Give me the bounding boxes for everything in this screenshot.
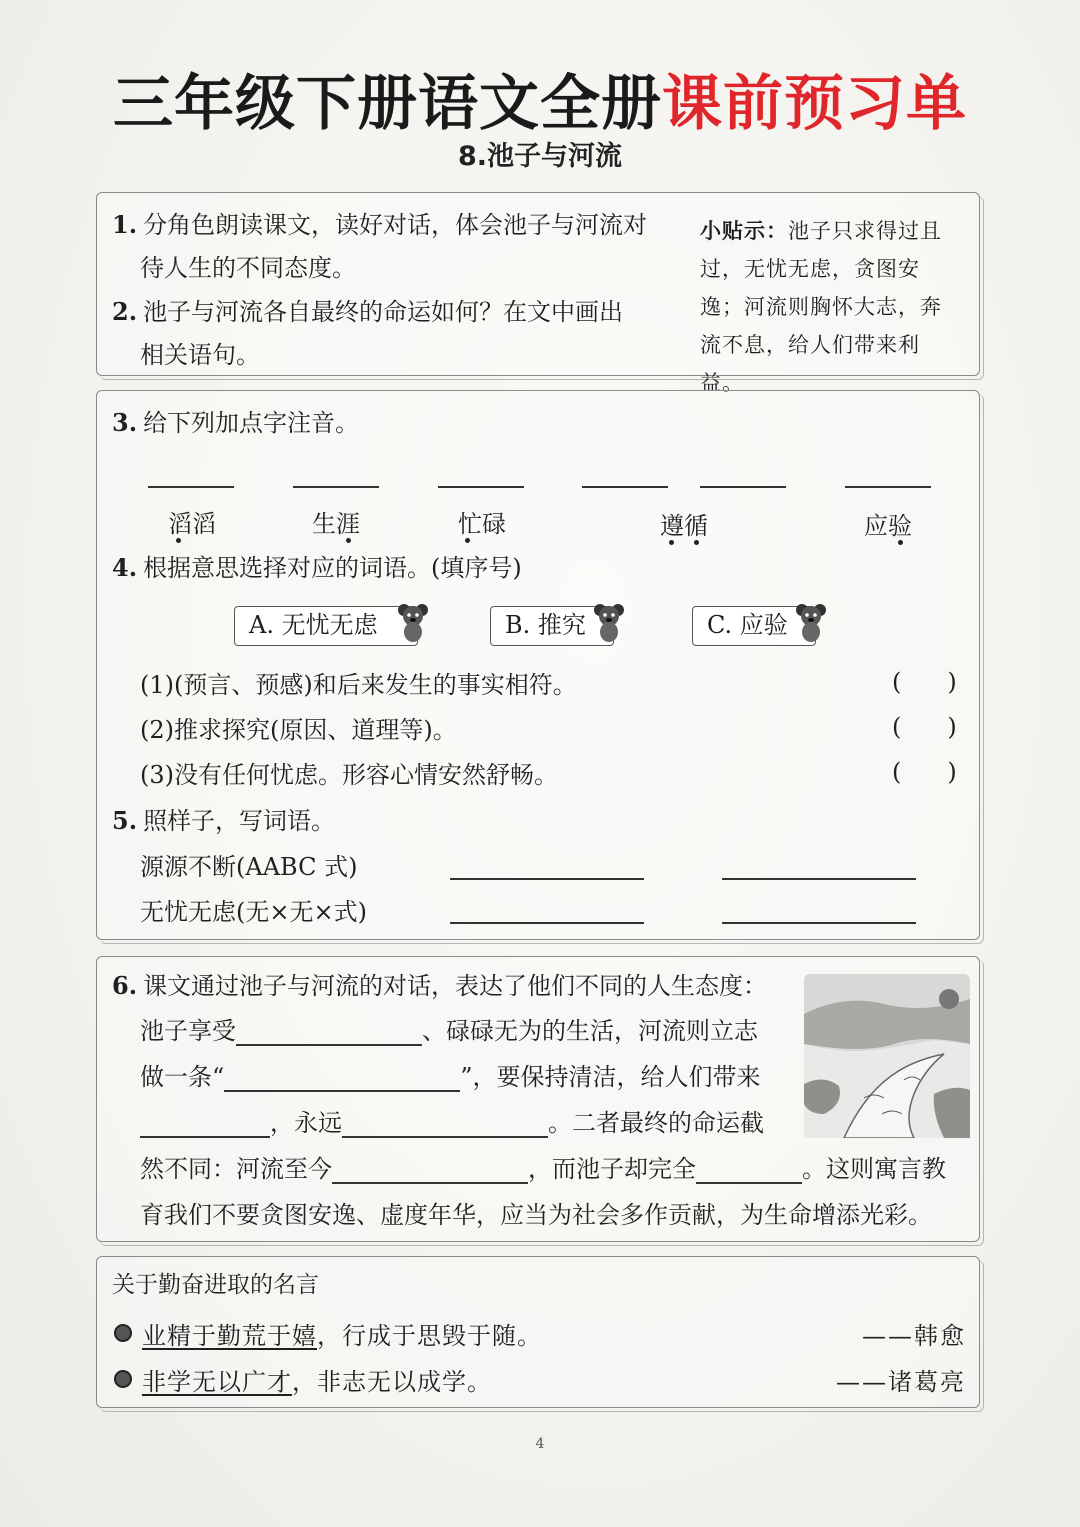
- emphasis-dot: [898, 540, 903, 545]
- word-4: 遵循: [660, 512, 708, 540]
- page-title: [0, 56, 1080, 142]
- q6-line6: 育我们不要贪图安逸、虚度年华，应当为社会多作贡献，为生命增添光彩。: [140, 1201, 932, 1229]
- option-b: B. 推究: [490, 606, 614, 646]
- q3-text: 3. 给下列加点字注音。: [112, 408, 360, 437]
- answer-blank[interactable]: [224, 1068, 460, 1092]
- q6-line5: 然不同：河流至今 ，而池子却完全 。这则寓言教: [140, 1155, 946, 1183]
- pinyin-blank-2[interactable]: [293, 486, 379, 488]
- emphasis-dot: [669, 540, 674, 545]
- q2-line1: 2. 池子与河流各自最终的命运如何？在文中画出: [112, 297, 624, 326]
- answer-parens[interactable]: (): [892, 668, 1003, 696]
- answer-blank[interactable]: [450, 922, 644, 924]
- title-red-part: 课前预习单: [662, 69, 967, 139]
- lesson-title: 8.池子与河流: [457, 141, 623, 172]
- quote-2: 非学无以广才，非志无以成学。: [142, 1368, 492, 1396]
- answer-parens[interactable]: (): [892, 713, 1003, 741]
- emphasis-dot: [176, 538, 181, 543]
- word-2: 生涯: [312, 510, 360, 538]
- emphasis-dot: [465, 538, 470, 543]
- answer-blank[interactable]: [696, 1160, 802, 1184]
- word-3: 忙碌: [458, 510, 506, 538]
- q4-item-3: (3)没有任何忧虑。形容心情安然舒畅。: [140, 761, 558, 789]
- quote-1: 业精于勤荒于嬉，行成于思毁于随。: [142, 1322, 542, 1350]
- q4-item-1: (1)(预言、预感)和后来发生的事实相符。: [140, 671, 577, 699]
- leaf-bullet-icon: [114, 1370, 132, 1388]
- answer-blank[interactable]: [236, 1022, 422, 1046]
- pinyin-blank-3[interactable]: [438, 486, 524, 488]
- pinyin-blank-5[interactable]: [845, 486, 931, 488]
- title-black-part: 三年级下册语文全册: [113, 69, 662, 139]
- q6-line1: 6. 课文通过池子与河流的对话，表达了他们不同的人生态度：: [112, 971, 768, 1000]
- river-illustration-icon: [804, 974, 970, 1138]
- answer-blank[interactable]: [332, 1160, 528, 1184]
- answer-parens[interactable]: (): [892, 758, 1003, 786]
- tip-box: [700, 212, 962, 402]
- answer-blank[interactable]: [342, 1114, 548, 1138]
- q6-line4: ，永远 。二者最终的命运截: [140, 1108, 764, 1138]
- quotes-heading: 关于勤奋进取的名言: [112, 1272, 319, 1298]
- word-5: 应验: [864, 512, 912, 540]
- quote-2-author: ——诸葛亮: [836, 1368, 966, 1396]
- koala-icon: [396, 602, 430, 642]
- q1-line1: 1. 分角色朗读课文，读好对话，体会池子与河流对: [112, 210, 648, 239]
- q5-example-1: 源源不断(AABC 式): [140, 853, 358, 881]
- answer-blank[interactable]: [722, 878, 916, 880]
- word-1: 滔滔: [168, 510, 216, 538]
- q1-line2: 待人生的不同态度。: [140, 254, 356, 282]
- option-c: C. 应验: [692, 606, 816, 646]
- emphasis-dot: [694, 540, 699, 545]
- q2-line2: 相关语句。: [140, 341, 260, 369]
- koala-icon: [592, 602, 626, 642]
- q6-line3: 做一条“ ”，要保持清洁，给人们带来: [140, 1063, 761, 1091]
- leaf-bullet-icon: [114, 1324, 132, 1342]
- emphasis-dot: [346, 538, 351, 543]
- pinyin-blank-4b[interactable]: [700, 486, 786, 488]
- quote-1-author: ——韩愈: [862, 1322, 966, 1350]
- answer-blank[interactable]: [722, 922, 916, 924]
- tip-label: 小贴示：: [700, 218, 788, 243]
- q6-line2: 池子享受 、碌碌无为的生活，河流则立志: [140, 1017, 758, 1045]
- page-number: 4: [535, 1436, 545, 1452]
- answer-blank[interactable]: [450, 878, 644, 880]
- q4-text: 4. 根据意思选择对应的词语。(填序号): [112, 553, 522, 582]
- answer-blank[interactable]: [140, 1114, 270, 1138]
- pinyin-blank-4a[interactable]: [582, 486, 668, 488]
- q5-example-2: 无忧无虑(无×无×式): [140, 898, 367, 926]
- q4-item-2: (2)推求探究(原因、道理等)。: [140, 716, 457, 744]
- tip-text: 池子只求得过且过，无忧无虑，贪图安逸；河流则胸怀大志，奔流不息，给人们带来利益。: [700, 219, 942, 395]
- q5-text: 5. 照样子，写词语。: [112, 806, 336, 835]
- koala-icon: [794, 602, 828, 642]
- option-a: A. 无忧无虑: [234, 606, 418, 646]
- pinyin-blank-1[interactable]: [148, 486, 234, 488]
